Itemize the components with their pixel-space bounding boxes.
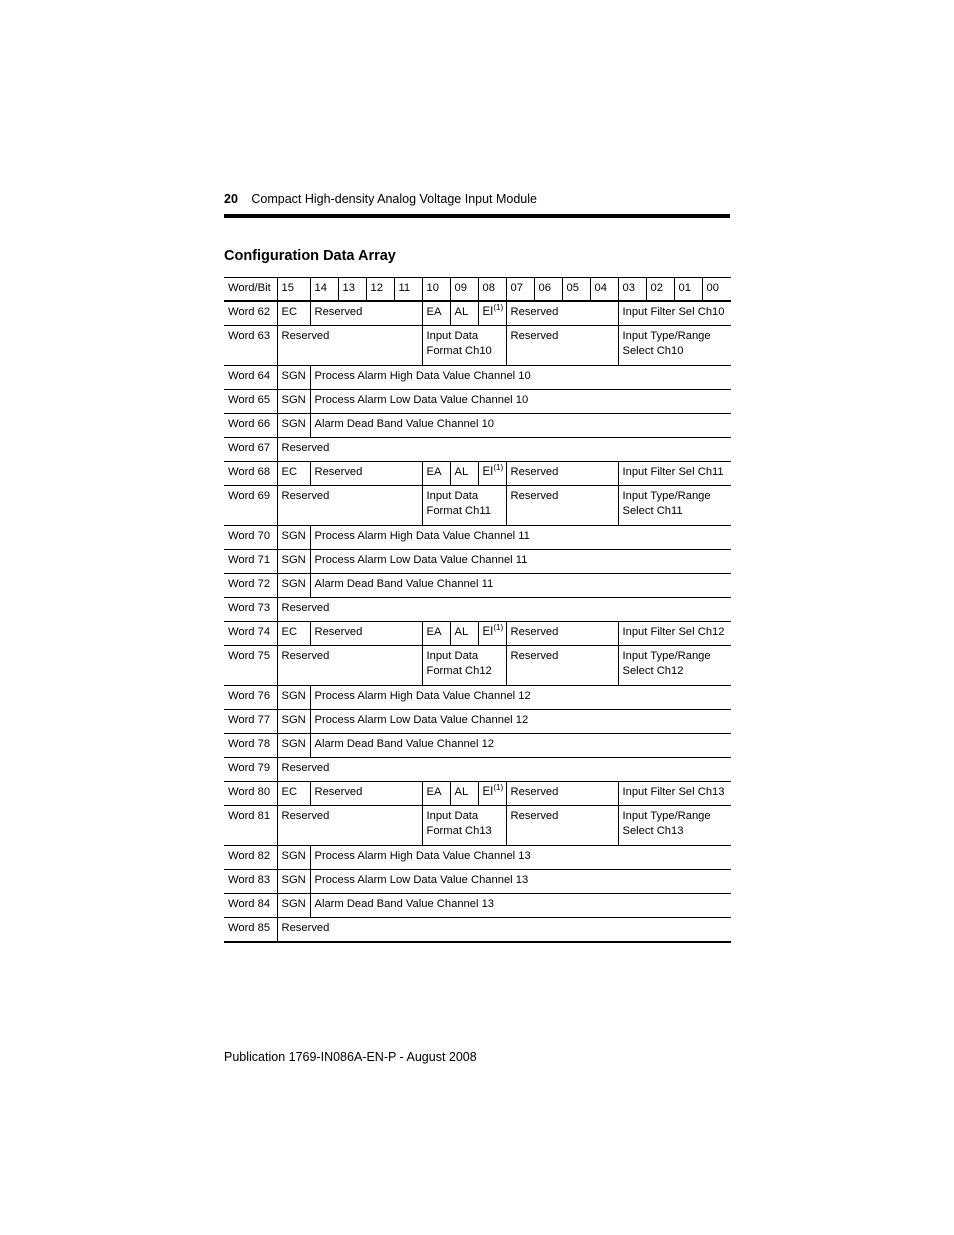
- table-row: [224, 414, 731, 438]
- column-header: 07: [506, 278, 534, 302]
- ei-cell: [478, 301, 506, 326]
- table-cell: [618, 326, 731, 366]
- page-header: [224, 192, 537, 206]
- word-label: Word 64: [224, 366, 277, 390]
- column-header: 04: [590, 278, 618, 302]
- table-cell: Reserved: [310, 462, 422, 486]
- cell-line: Input Data: [426, 650, 479, 662]
- cell-line: Format Ch13: [426, 825, 492, 837]
- table-cell: SGN: [277, 550, 310, 574]
- table-cell: Reserved: [277, 918, 731, 943]
- table-cell: Process Alarm Low Data Value Channel 13: [310, 870, 731, 894]
- table-row: [224, 870, 731, 894]
- table-cell: Input Filter Sel Ch12: [618, 622, 731, 646]
- ei-cell: [478, 782, 506, 806]
- page-footer: Publication 1769-IN086A-EN-P - August 2008: [224, 1050, 477, 1064]
- ei-label: EI: [482, 786, 494, 798]
- table-cell: Reserved: [310, 301, 422, 326]
- column-header: 01: [674, 278, 702, 302]
- table-cell: Alarm Dead Band Value Channel 12: [310, 734, 731, 758]
- word-label: Word 71: [224, 550, 277, 574]
- table-row: [224, 550, 731, 574]
- word-label: Word 67: [224, 438, 277, 462]
- table-cell: [618, 646, 731, 686]
- cell-line: Input Type/Range: [622, 330, 711, 342]
- page-number: 20: [224, 192, 238, 206]
- word-label: Word 69: [224, 486, 277, 526]
- table-cell: Process Alarm Low Data Value Channel 11: [310, 550, 731, 574]
- table-row: [224, 710, 731, 734]
- table-cell: Process Alarm Low Data Value Channel 12: [310, 710, 731, 734]
- table-cell: Input Filter Sel Ch13: [618, 782, 731, 806]
- table-cell: Reserved: [277, 438, 731, 462]
- table-row: [224, 782, 731, 806]
- table-cell: Process Alarm High Data Value Channel 13: [310, 846, 731, 870]
- table-cell: EA: [422, 462, 450, 486]
- table-cell: Input Filter Sel Ch10: [618, 301, 731, 326]
- table-cell: Reserved: [277, 806, 422, 846]
- table-cell: SGN: [277, 414, 310, 438]
- cell-line: Format Ch11: [426, 505, 491, 517]
- column-header: 14: [310, 278, 338, 302]
- footnote-marker: (1): [493, 623, 504, 632]
- table-cell: [618, 806, 731, 846]
- ei-label: EI: [482, 306, 494, 318]
- column-header: 10: [422, 278, 450, 302]
- table-cell: AL: [450, 782, 478, 806]
- table-cell: EC: [277, 462, 310, 486]
- word-label: Word 63: [224, 326, 277, 366]
- word-label: Word 82: [224, 846, 277, 870]
- table-row: [224, 438, 731, 462]
- table-cell: Reserved: [277, 486, 422, 526]
- table-cell: Reserved: [506, 326, 618, 366]
- cell-line: Input Data: [426, 490, 479, 502]
- table-cell: [422, 806, 506, 846]
- column-header: 08: [478, 278, 506, 302]
- table-row: [224, 646, 731, 686]
- table-cell: AL: [450, 301, 478, 326]
- word-label: Word 73: [224, 598, 277, 622]
- table-row: [224, 918, 731, 943]
- cell-line: Select Ch10: [622, 345, 684, 357]
- table-row: [224, 894, 731, 918]
- table-cell: SGN: [277, 846, 310, 870]
- column-header: 06: [534, 278, 562, 302]
- word-label: Word 66: [224, 414, 277, 438]
- column-header: 09: [450, 278, 478, 302]
- table-cell: SGN: [277, 390, 310, 414]
- column-header: 03: [618, 278, 646, 302]
- table-cell: EC: [277, 301, 310, 326]
- table-row: [224, 526, 731, 550]
- table-cell: Reserved: [506, 806, 618, 846]
- table-row: [224, 486, 731, 526]
- table-cell: Reserved: [506, 646, 618, 686]
- table-cell: EC: [277, 782, 310, 806]
- table-cell: Alarm Dead Band Value Channel 10: [310, 414, 731, 438]
- column-header: 00: [702, 278, 731, 302]
- cell-line: Input Type/Range: [622, 650, 711, 662]
- ei-cell: [478, 622, 506, 646]
- table-row: [224, 806, 731, 846]
- table-row: [224, 390, 731, 414]
- table-row: [224, 462, 731, 486]
- table-cell: EA: [422, 782, 450, 806]
- ei-label: EI: [482, 466, 494, 478]
- column-header: 02: [646, 278, 674, 302]
- table-cell: Alarm Dead Band Value Channel 11: [310, 574, 731, 598]
- table-cell: Reserved: [506, 486, 618, 526]
- word-label: Word 77: [224, 710, 277, 734]
- column-header: 15: [277, 278, 310, 302]
- word-label: Word 75: [224, 646, 277, 686]
- table-cell: [422, 646, 506, 686]
- cell-line: Select Ch11: [622, 505, 683, 517]
- word-label: Word 79: [224, 758, 277, 782]
- table-cell: AL: [450, 622, 478, 646]
- table-cell: Reserved: [506, 301, 618, 326]
- table-row: [224, 326, 731, 366]
- word-label: Word 80: [224, 782, 277, 806]
- table-cell: SGN: [277, 526, 310, 550]
- table-cell: AL: [450, 462, 478, 486]
- table-row: [224, 598, 731, 622]
- cell-line: Input Data: [426, 810, 479, 822]
- table-cell: SGN: [277, 734, 310, 758]
- table-row: [224, 758, 731, 782]
- table-cell: Reserved: [506, 622, 618, 646]
- column-header: Word/Bit: [224, 278, 277, 302]
- word-label: Word 83: [224, 870, 277, 894]
- table-cell: [422, 486, 506, 526]
- table-cell: EA: [422, 301, 450, 326]
- word-label: Word 81: [224, 806, 277, 846]
- table-cell: Reserved: [506, 462, 618, 486]
- table-cell: Input Filter Sel Ch11: [618, 462, 731, 486]
- table-cell: Process Alarm Low Data Value Channel 10: [310, 390, 731, 414]
- table-row: [224, 366, 731, 390]
- word-label: Word 85: [224, 918, 277, 943]
- table-cell: Reserved: [506, 782, 618, 806]
- table-row: [224, 734, 731, 758]
- table-cell: Process Alarm High Data Value Channel 12: [310, 686, 731, 710]
- configuration-data-table: [224, 277, 731, 943]
- table-cell: [618, 486, 731, 526]
- table-cell: SGN: [277, 366, 310, 390]
- header-title: Compact High-density Analog Voltage Input Module: [251, 192, 537, 206]
- table-header-row: [224, 278, 731, 302]
- table-row: [224, 686, 731, 710]
- table-cell: Alarm Dead Band Value Channel 13: [310, 894, 731, 918]
- section-title: Configuration Data Array: [224, 248, 396, 264]
- word-label: Word 78: [224, 734, 277, 758]
- table-cell: EC: [277, 622, 310, 646]
- ei-label: EI: [482, 626, 494, 638]
- cell-line: Input Type/Range: [622, 810, 711, 822]
- table-cell: Reserved: [277, 646, 422, 686]
- cell-line: Input Data: [426, 330, 479, 342]
- table-row: [224, 301, 731, 326]
- table-cell: Reserved: [277, 326, 422, 366]
- table-cell: SGN: [277, 870, 310, 894]
- table-cell: SGN: [277, 894, 310, 918]
- table-row: [224, 622, 731, 646]
- footnote-marker: (1): [493, 783, 504, 792]
- table-cell: Reserved: [310, 782, 422, 806]
- table-cell: EA: [422, 622, 450, 646]
- cell-line: Select Ch13: [622, 825, 684, 837]
- table-cell: Process Alarm High Data Value Channel 11: [310, 526, 731, 550]
- table-cell: Process Alarm High Data Value Channel 10: [310, 366, 731, 390]
- column-header: 05: [562, 278, 590, 302]
- word-label: Word 70: [224, 526, 277, 550]
- word-label: Word 84: [224, 894, 277, 918]
- ei-cell: [478, 462, 506, 486]
- word-label: Word 74: [224, 622, 277, 646]
- table-row: [224, 574, 731, 598]
- cell-line: Select Ch12: [622, 665, 684, 677]
- table-cell: SGN: [277, 710, 310, 734]
- cell-line: Format Ch10: [426, 345, 492, 357]
- cell-line: Input Type/Range: [622, 490, 711, 502]
- table-cell: SGN: [277, 686, 310, 710]
- table-cell: Reserved: [310, 622, 422, 646]
- word-label: Word 68: [224, 462, 277, 486]
- footnote-marker: (1): [493, 463, 504, 472]
- header-rule: [224, 214, 730, 218]
- word-label: Word 76: [224, 686, 277, 710]
- table-row: [224, 846, 731, 870]
- word-label: Word 62: [224, 301, 277, 326]
- word-label: Word 72: [224, 574, 277, 598]
- column-header: 12: [366, 278, 394, 302]
- cell-line: Format Ch12: [426, 665, 492, 677]
- table-cell: SGN: [277, 574, 310, 598]
- word-label: Word 65: [224, 390, 277, 414]
- column-header: 13: [338, 278, 366, 302]
- column-header: 11: [394, 278, 422, 302]
- table-cell: [422, 326, 506, 366]
- table-cell: Reserved: [277, 598, 731, 622]
- footnote-marker: (1): [493, 303, 504, 312]
- table-cell: Reserved: [277, 758, 731, 782]
